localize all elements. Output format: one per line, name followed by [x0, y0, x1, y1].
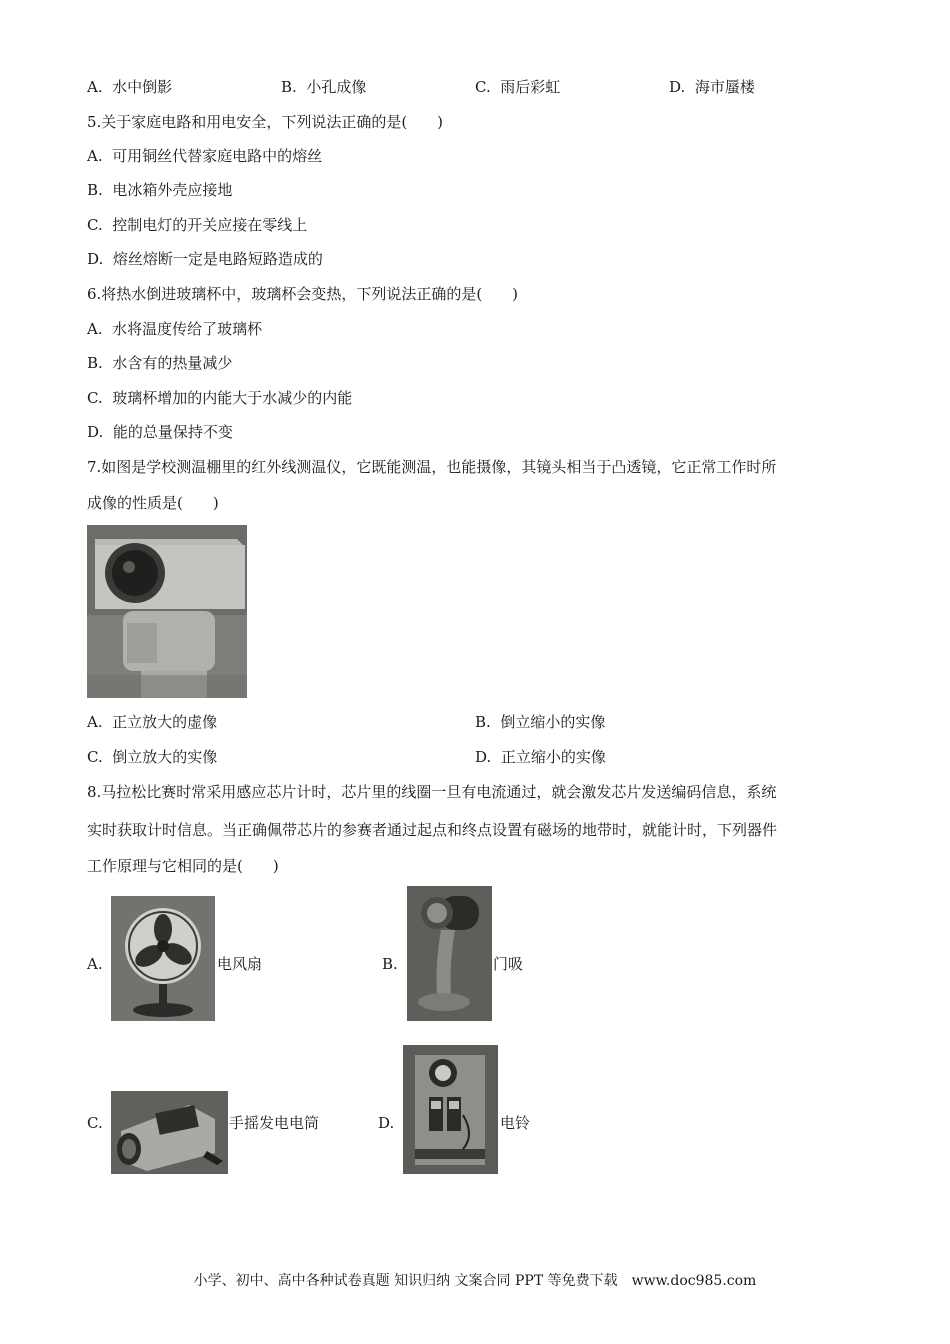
q4-option-a — [87, 77, 172, 97]
crank-flashlight-photo — [111, 1091, 228, 1174]
option-letter: D. — [475, 748, 492, 766]
option-text: 正立缩小的实像 — [500, 748, 606, 766]
q6-option-a — [87, 319, 262, 339]
option-text: 电冰箱外壳应接地 — [112, 181, 233, 199]
fan-illustration — [111, 896, 215, 1021]
option-text: 水将温度传给了玻璃杯 — [112, 320, 263, 338]
option-text: 倒立放大的实像 — [112, 748, 218, 766]
option-letter: A. — [87, 713, 103, 731]
q6-option-c — [87, 388, 352, 408]
option-letter: C. — [475, 78, 491, 96]
option-text: 玻璃杯增加的内能大于水减少的内能 — [112, 389, 353, 407]
q8-option-d-letter: D. — [378, 1114, 395, 1132]
q6-option-b — [87, 353, 232, 373]
q8-option-c-letter: C. — [87, 1114, 103, 1132]
q8-option-c-text: 手摇发电电筒 — [229, 1114, 320, 1132]
option-text: 能的总量保持不变 — [112, 423, 233, 441]
option-text: 正立放大的虚像 — [112, 713, 218, 731]
flashlight-illustration — [111, 1091, 228, 1174]
q8-option-b-text: 门吸 — [493, 955, 524, 973]
q8-option-d-text: 电铃 — [500, 1114, 531, 1132]
q7-stem-line2: 成像的性质是( ) — [87, 494, 219, 512]
q8-option-a-letter: A. — [87, 955, 103, 973]
option-text: 可用铜丝代替家庭电路中的熔丝 — [112, 147, 323, 165]
thermometer-camera-photo — [87, 525, 247, 698]
option-letter: A. — [87, 78, 103, 96]
option-text: 雨后彩虹 — [500, 78, 561, 96]
option-letter: C. — [87, 216, 103, 234]
q8-stem-line1: 8.马拉松比赛时常采用感应芯片计时，芯片里的线圈一旦有电流通过，就会激发芯片发送编码信息，系统 — [87, 783, 777, 801]
option-letter: D. — [669, 78, 686, 96]
q7-option-d — [475, 747, 606, 767]
electric-fan-photo — [111, 896, 215, 1021]
q8-stem-line2: 实时获取计时信息。当正确佩带芯片的参赛者通过起点和终点设置有磁场的地带时，就能计时，下列器件 — [87, 821, 778, 839]
option-text: 水含有的热量减少 — [112, 354, 233, 372]
camera-illustration — [87, 525, 247, 698]
page-footer: 小学、初中、高中各种试卷真题 知识归纳 文案合同 PPT 等免费下载 www.doc985.com — [193, 1273, 757, 1289]
q7-option-b — [475, 712, 605, 732]
q8-stem-line3: 工作原理与它相同的是( ) — [87, 857, 279, 875]
q4-option-b — [281, 77, 366, 97]
q4-option-d — [669, 77, 755, 97]
q8-option-b-letter: B. — [382, 955, 398, 973]
option-letter: A. — [87, 320, 103, 338]
option-text: 倒立缩小的实像 — [500, 713, 606, 731]
q8-option-a-text: 电风扇 — [217, 955, 263, 973]
option-text: 海市蜃楼 — [694, 78, 755, 96]
option-text: 熔丝熔断一定是电路短路造成的 — [112, 250, 323, 268]
electric-bell-photo — [403, 1045, 498, 1174]
q5-option-a — [87, 146, 322, 166]
option-letter: D. — [87, 423, 104, 441]
option-text: 水中倒影 — [112, 78, 173, 96]
q7-option-a — [87, 712, 217, 732]
q6-stem: 6.将热水倒进玻璃杯中，玻璃杯会变热，下列说法正确的是( ) — [87, 285, 519, 303]
option-text: 控制电灯的开关应接在零线上 — [112, 216, 308, 234]
q7-option-c — [87, 747, 217, 767]
q5-option-b — [87, 180, 232, 200]
option-letter: B. — [87, 354, 103, 372]
option-letter: B. — [475, 713, 491, 731]
option-letter: A. — [87, 147, 103, 165]
q6-option-d — [87, 422, 233, 442]
option-letter: D. — [87, 250, 104, 268]
bell-illustration — [403, 1045, 498, 1174]
q5-stem: 5.关于家庭电路和用电安全，下列说法正确的是( ) — [87, 113, 444, 131]
q4-option-c — [475, 77, 560, 97]
q7-stem-line1: 7.如图是学校测温棚里的红外线测温仪，它既能测温，也能摄像，其镜头相当于凸透镜，它正常工作时所 — [87, 458, 777, 476]
option-text: 小孔成像 — [306, 78, 367, 96]
door-stop-photo — [407, 886, 492, 1021]
option-letter: B. — [281, 78, 297, 96]
door-stop-illustration — [407, 886, 492, 1021]
option-letter: C. — [87, 748, 103, 766]
q5-option-c — [87, 215, 307, 235]
option-letter: B. — [87, 181, 103, 199]
q5-option-d — [87, 249, 323, 269]
option-letter: C. — [87, 389, 103, 407]
